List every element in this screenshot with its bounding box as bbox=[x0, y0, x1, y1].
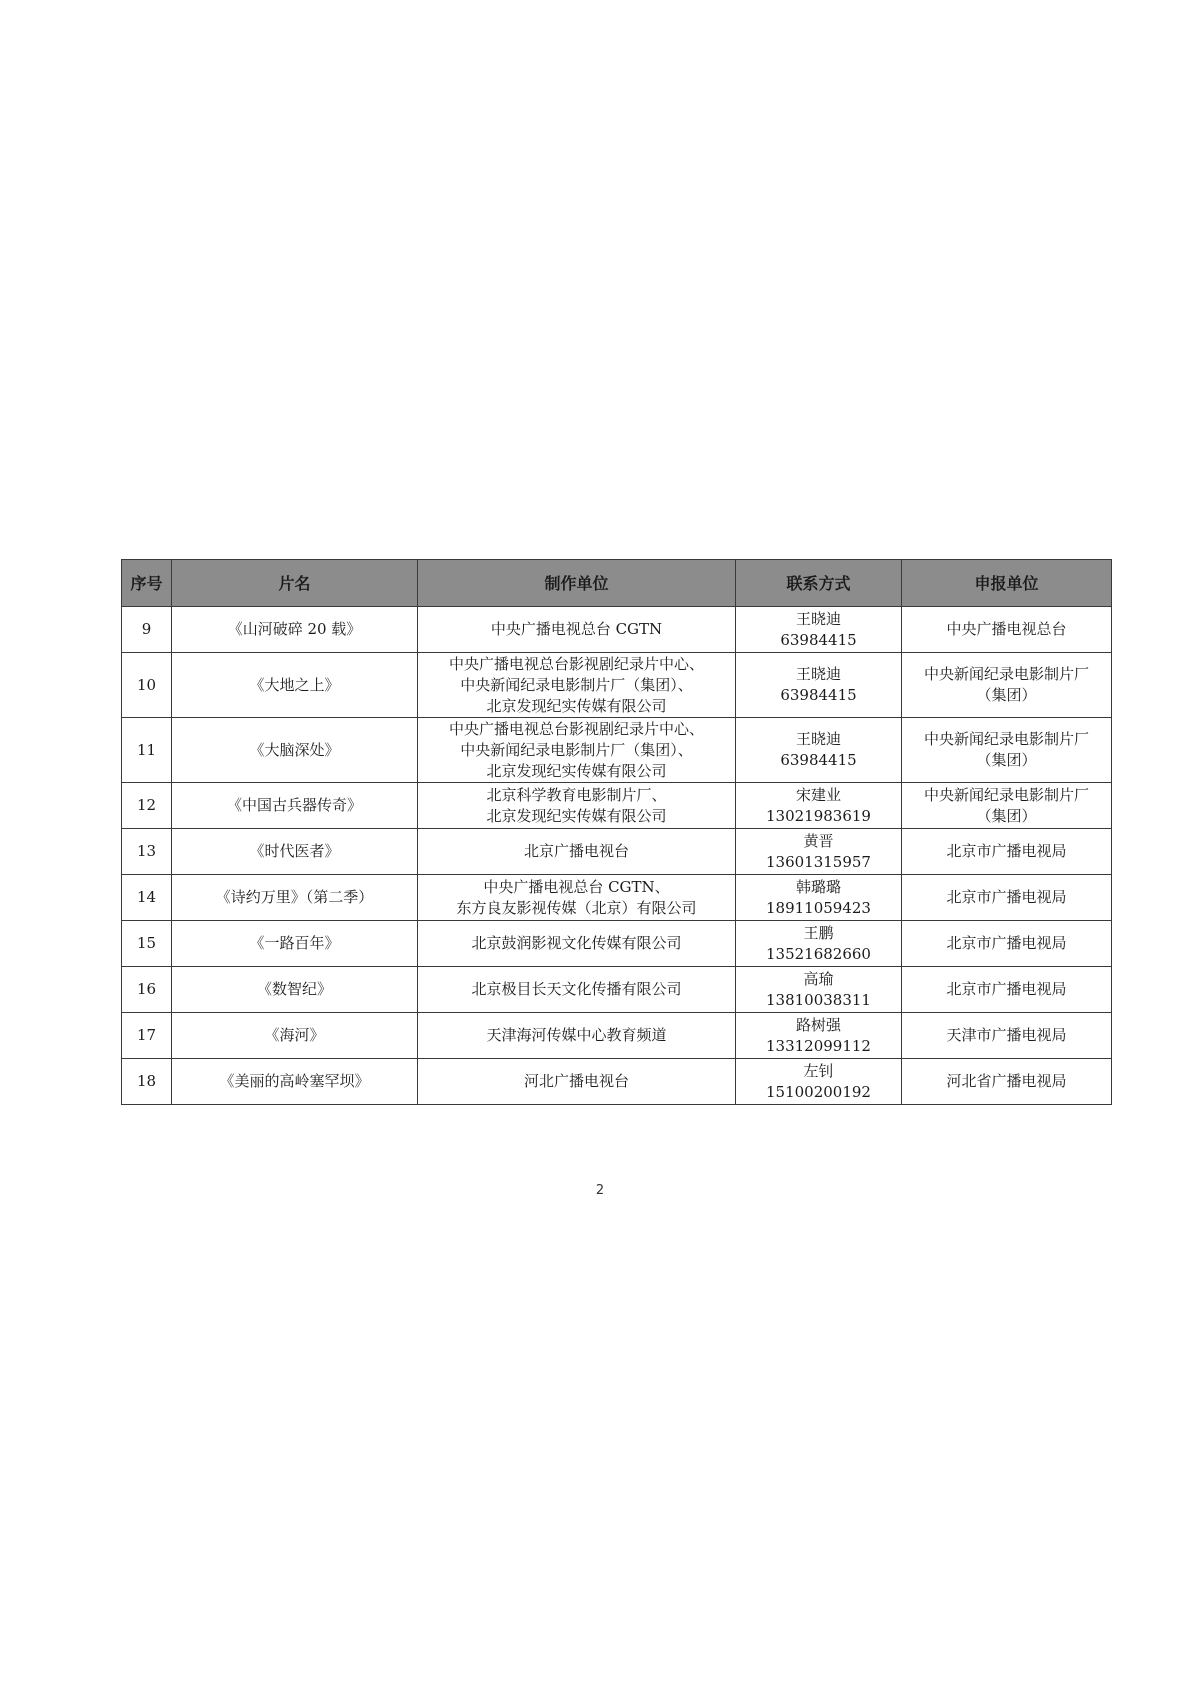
cell-title: 《中国古兵器传奇》 bbox=[172, 783, 418, 829]
contact-name: 韩璐璐 bbox=[795, 877, 841, 896]
cell-index: 18 bbox=[122, 1059, 172, 1105]
contact-name: 王鹏 bbox=[803, 923, 834, 942]
cell-title: 《时代医者》 bbox=[172, 829, 418, 875]
cell-title: 《山河破碎 20 载》 bbox=[172, 607, 418, 653]
cell-applicant bbox=[902, 829, 1112, 875]
cell-title: 《诗约万里》（第二季） bbox=[172, 875, 418, 921]
contact-name: 宋建业 bbox=[795, 785, 841, 804]
cell-producer bbox=[418, 921, 736, 967]
contact-phone: 15100200192 bbox=[766, 1082, 871, 1101]
cell-contact bbox=[736, 967, 902, 1013]
cell-applicant bbox=[902, 875, 1112, 921]
header-index: 序号 bbox=[122, 560, 172, 607]
producer-line: 中央新闻纪录电影制片厂（集团）、 bbox=[460, 740, 693, 759]
cell-index: 14 bbox=[122, 875, 172, 921]
producer-line: 河北广播电视台 bbox=[523, 1072, 629, 1090]
producer-line: 天津海河传媒中心教育频道 bbox=[486, 1026, 667, 1044]
producer-line: 北京发现纪实传媒有限公司 bbox=[486, 696, 667, 715]
contact-phone: 63984415 bbox=[780, 630, 857, 649]
cell-producer bbox=[418, 783, 736, 829]
contact-name: 黄晋 bbox=[803, 831, 834, 850]
header-title: 片名 bbox=[172, 560, 418, 607]
applicant-line: （集团） bbox=[976, 806, 1037, 825]
cell-producer bbox=[418, 718, 736, 783]
applicant-line: 中央新闻纪录电影制片厂 bbox=[923, 665, 1089, 683]
applicant-line: 河北省广播电视局 bbox=[946, 1072, 1067, 1090]
contact-phone: 13521682660 bbox=[766, 944, 871, 963]
cell-applicant bbox=[902, 783, 1112, 829]
cell-producer bbox=[418, 967, 736, 1013]
producer-line: 北京发现纪实传媒有限公司 bbox=[486, 806, 667, 825]
contact-phone: 63984415 bbox=[780, 751, 857, 769]
cell-contact bbox=[736, 607, 902, 653]
contact-phone: 13601315957 bbox=[766, 852, 871, 871]
cell-index: 17 bbox=[122, 1013, 172, 1059]
cell-producer bbox=[418, 653, 736, 718]
cell-contact bbox=[736, 783, 902, 829]
cell-applicant bbox=[902, 718, 1112, 783]
applicant-line: 中央广播电视总台 bbox=[946, 620, 1067, 638]
applicant-line: 天津市广播电视局 bbox=[946, 1026, 1067, 1044]
contact-phone: 13021983619 bbox=[766, 806, 871, 825]
table-row bbox=[122, 875, 1112, 921]
cell-title: 《数智纪》 bbox=[172, 967, 418, 1013]
contact-name: 高瑜 bbox=[803, 969, 834, 988]
header-producer: 制作单位 bbox=[418, 560, 736, 607]
contact-phone: 13810038311 bbox=[766, 990, 871, 1009]
cell-title: 《一路百年》 bbox=[172, 921, 418, 967]
producer-line: 北京鼓润影视文化传媒有限公司 bbox=[471, 934, 682, 952]
cell-index: 12 bbox=[122, 783, 172, 829]
cell-index: 16 bbox=[122, 967, 172, 1013]
producer-line: 北京发现纪实传媒有限公司 bbox=[486, 761, 667, 780]
applicant-line: 北京市广播电视局 bbox=[946, 934, 1067, 952]
cell-contact bbox=[736, 1013, 902, 1059]
table-row bbox=[122, 607, 1112, 653]
contact-phone: 18911059423 bbox=[766, 898, 871, 917]
applicant-line: 北京市广播电视局 bbox=[946, 888, 1067, 906]
cell-title: 《海河》 bbox=[172, 1013, 418, 1059]
contact-name: 王晓迪 bbox=[795, 609, 841, 628]
table-row bbox=[122, 829, 1112, 875]
cell-index: 11 bbox=[122, 718, 172, 783]
table-row bbox=[122, 783, 1112, 829]
table-row bbox=[122, 1059, 1112, 1105]
contact-phone: 63984415 bbox=[780, 686, 857, 704]
table-row bbox=[122, 921, 1112, 967]
producer-line: 北京科学教育电影制片厂、 bbox=[486, 785, 667, 804]
cell-contact bbox=[736, 653, 902, 718]
producer-line: 中央广播电视总台 CGTN、 bbox=[483, 877, 670, 896]
header-applicant: 申报单位 bbox=[902, 560, 1112, 607]
cell-contact bbox=[736, 875, 902, 921]
producer-line: 中央广播电视总台影视剧纪录片中心、 bbox=[448, 654, 704, 673]
cell-title: 《大脑深处》 bbox=[172, 718, 418, 783]
producer-line: 中央新闻纪录电影制片厂（集团）、 bbox=[460, 675, 693, 694]
film-list-table bbox=[121, 559, 1112, 1105]
cell-producer bbox=[418, 1013, 736, 1059]
cell-applicant bbox=[902, 967, 1112, 1013]
table-row bbox=[122, 1013, 1112, 1059]
table-row bbox=[122, 718, 1112, 783]
producer-line: 中央广播电视总台影视剧纪录片中心、 bbox=[448, 719, 704, 738]
producer-line: 东方良友影视传媒（北京）有限公司 bbox=[456, 898, 697, 917]
contact-name: 路树强 bbox=[795, 1015, 841, 1034]
applicant-line: （集团） bbox=[976, 686, 1037, 704]
table-row bbox=[122, 653, 1112, 718]
cell-index: 9 bbox=[122, 607, 172, 653]
cell-applicant bbox=[902, 653, 1112, 718]
cell-applicant bbox=[902, 1059, 1112, 1105]
cell-title: 《美丽的高岭塞罕坝》 bbox=[172, 1059, 418, 1105]
table-row bbox=[122, 967, 1112, 1013]
cell-applicant bbox=[902, 1013, 1112, 1059]
table-header-row bbox=[122, 560, 1112, 607]
cell-index: 13 bbox=[122, 829, 172, 875]
cell-producer bbox=[418, 829, 736, 875]
contact-phone: 13312099112 bbox=[766, 1036, 871, 1055]
cell-index: 15 bbox=[122, 921, 172, 967]
cell-index: 10 bbox=[122, 653, 172, 718]
cell-applicant bbox=[902, 921, 1112, 967]
contact-name: 王晓迪 bbox=[795, 730, 841, 748]
applicant-line: （集团） bbox=[976, 751, 1037, 769]
cell-producer bbox=[418, 875, 736, 921]
applicant-line: 北京市广播电视局 bbox=[946, 842, 1067, 860]
contact-name: 左钊 bbox=[803, 1061, 834, 1080]
cell-applicant bbox=[902, 607, 1112, 653]
producer-line: 北京广播电视台 bbox=[523, 842, 629, 860]
cell-producer bbox=[418, 607, 736, 653]
cell-contact bbox=[736, 1059, 902, 1105]
cell-producer bbox=[418, 1059, 736, 1105]
page-number: 2 bbox=[595, 1183, 605, 1198]
cell-title: 《大地之上》 bbox=[172, 653, 418, 718]
producer-line: 北京极目长天文化传播有限公司 bbox=[471, 980, 682, 998]
applicant-line: 北京市广播电视局 bbox=[946, 980, 1067, 998]
applicant-line: 中央新闻纪录电影制片厂 bbox=[923, 730, 1089, 748]
contact-name: 王晓迪 bbox=[795, 665, 841, 683]
cell-contact bbox=[736, 718, 902, 783]
cell-contact bbox=[736, 921, 902, 967]
header-contact: 联系方式 bbox=[736, 560, 902, 607]
cell-contact bbox=[736, 829, 902, 875]
producer-line: 中央广播电视总台 CGTN bbox=[490, 620, 663, 638]
applicant-line: 中央新闻纪录电影制片厂 bbox=[923, 785, 1089, 804]
